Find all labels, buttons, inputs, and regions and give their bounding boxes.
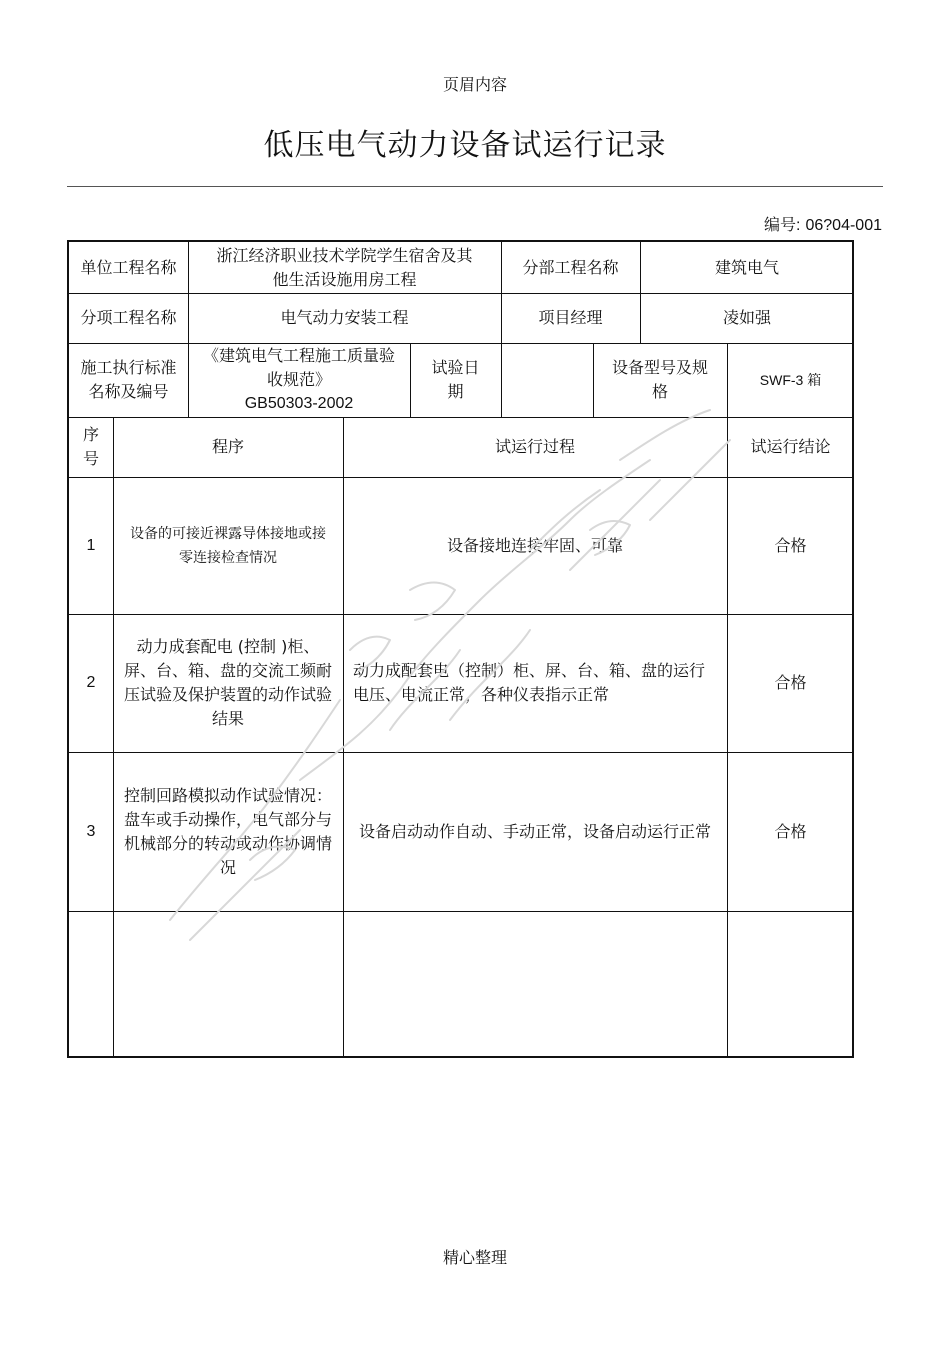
document-number-value: 06?04-001 xyxy=(805,217,882,234)
title-divider xyxy=(67,186,883,187)
subitem-label: 分项工程名称 xyxy=(80,308,177,327)
equipment-value: SWF-3 箱 xyxy=(759,372,822,388)
subitem-value: 电气动力安装工程 xyxy=(280,308,409,327)
manager-label: 项目经理 xyxy=(538,308,603,327)
page-footer: 精心整理 xyxy=(442,1248,507,1267)
header-seq: 序号 xyxy=(82,425,99,468)
division-value: 建筑电气 xyxy=(714,257,779,277)
page-title: 低压电气动力设备试运行记录 xyxy=(263,128,667,163)
row-2-seq: 2 xyxy=(86,674,96,691)
page-header: 页眉内容 xyxy=(442,75,507,94)
standard-label: 施工执行标准名称及编号 xyxy=(80,358,177,401)
row-3-procedure: 控制回路模拟动作试验情况：盘车或手动操作，电气部分与机械部分的转动或动作协调情况 xyxy=(123,785,332,877)
standard-code: GB50303-2002 xyxy=(244,395,354,412)
document-number xyxy=(700,212,882,235)
unit-project-label: 单位工程名称 xyxy=(80,257,177,277)
equipment-label: 设备型号及规格 xyxy=(611,358,708,401)
row-4-procedure xyxy=(113,911,343,1058)
standard-title: 《建筑电气工程施工质量验收规范》 xyxy=(202,346,395,389)
division-label: 分部工程名称 xyxy=(522,257,619,277)
row-1-procedure: 设备的可接近裸露导体接地或接零连接检查情况 xyxy=(130,525,326,566)
row-3-seq: 3 xyxy=(86,822,96,840)
row-2-conclusion: 合格 xyxy=(774,673,807,692)
header-conclusion: 试运行结论 xyxy=(750,437,831,456)
test-date-value xyxy=(501,343,593,417)
document-number-label: 编号: xyxy=(763,217,801,234)
row-3-conclusion: 合格 xyxy=(774,821,807,841)
row-1-conclusion: 合格 xyxy=(774,535,807,555)
row-1-process: 设备接地连接牢固、可靠 xyxy=(446,535,623,555)
unit-project-value: 浙江经济职业技术学院学生宿舍及其他生活设施用房工程 xyxy=(216,245,473,289)
header-procedure: 程序 xyxy=(211,437,244,456)
header-process: 试运行过程 xyxy=(494,437,575,456)
manager-value: 凌如强 xyxy=(722,308,771,327)
test-date-label: 试验日期 xyxy=(431,358,480,401)
row-4-seq xyxy=(69,911,113,1058)
row-4-conclusion xyxy=(727,911,854,1058)
standard-value xyxy=(188,343,410,417)
row-2-procedure: 动力成套配电 (控制 )柜、屏、台、箱、盘的交流工频耐压试验及保护装置的动作试验结果 xyxy=(123,637,332,728)
row-3-process: 设备启动动作自动、手动正常，设备启动运行正常 xyxy=(358,821,711,841)
record-table xyxy=(67,240,854,1058)
row-1-seq: 1 xyxy=(86,536,96,554)
row-4-process xyxy=(343,911,727,1058)
row-2-process: 动力成配套电（控制）柜、屏、台、箱、盘的运行电压、电流正常，各种仪表指示正常 xyxy=(353,661,706,704)
